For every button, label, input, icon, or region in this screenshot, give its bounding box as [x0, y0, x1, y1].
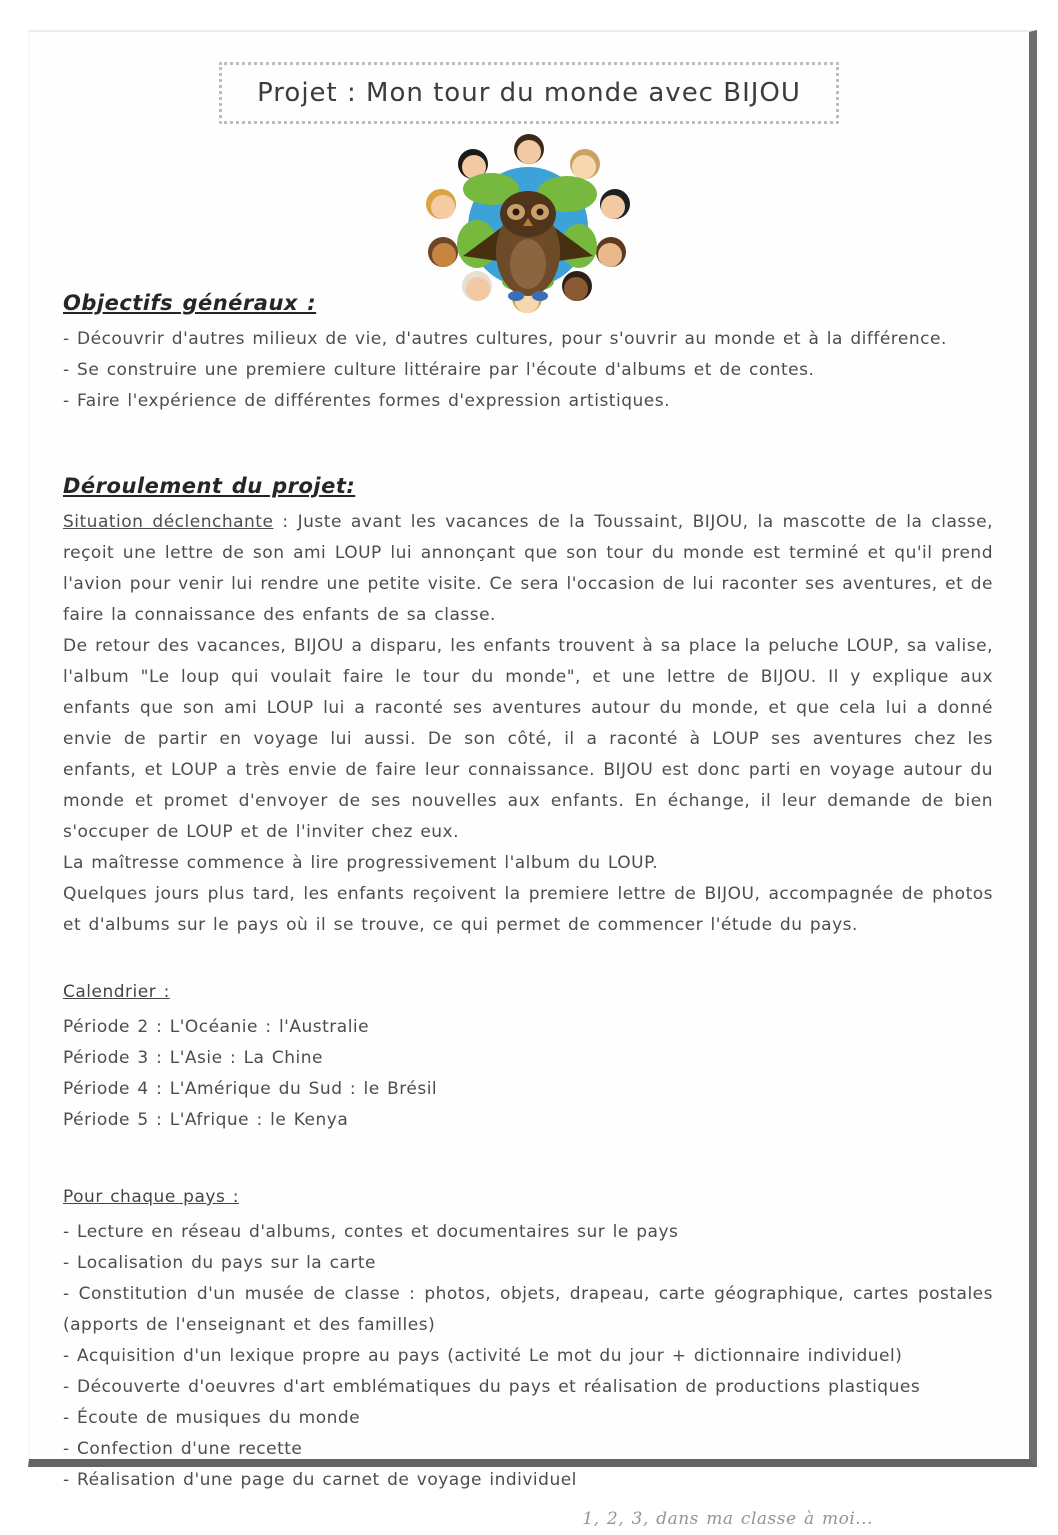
- list-item: - Acquisition d'un lexique propre au pays (activité Le mot du jour + dictionnaire individuel): [63, 1346, 903, 1366]
- list-item: - Se construire une premiere culture littéraire par l'écoute d'albums et de contes.: [63, 360, 815, 380]
- list-item: - Localisation du pays sur la carte: [63, 1253, 377, 1273]
- section-heading-pour-chaque-pays: Pour chaque pays :: [63, 1187, 239, 1207]
- list-item: - Découverte d'oeuvres d'art emblématiques du pays et réalisation de productions plastiques: [63, 1377, 921, 1397]
- page-title: Projet : Mon tour du monde avec BIJOU: [257, 78, 801, 108]
- situation-text: : Juste avant les vacances de la Toussaint, BIJOU, la mascotte de la classe, reçoit une lettre de son ami LOUP lui annonçant que son tour du monde est terminé et qu'il prend l'avion pour venir lui rendre une petite visite. Ce sera l'occasion de lui raconter ses aventures, et de faire la connaissance des enfants de sa classe.: [63, 512, 993, 625]
- list-item: - Confection d'une recette: [63, 1439, 303, 1459]
- list-item: - Réalisation d'une page du carnet de voyage individuel: [63, 1470, 577, 1490]
- list-item: - Découvrir d'autres milieux de vie, d'autres cultures, pour s'ouvrir au monde et à la différence.: [63, 329, 947, 349]
- paragraph: La maîtresse commence à lire progressivement l'album du LOUP.: [63, 853, 659, 873]
- section-heading-calendrier: Calendrier :: [63, 982, 170, 1002]
- document-page: [28, 30, 1037, 1529]
- list-item: Période 4 : L'Amérique du Sud : le Brésil: [63, 1079, 438, 1099]
- pour-chaque-pays-list: [63, 1217, 993, 1496]
- list-item: Période 5 : L'Afrique : le Kenya: [63, 1110, 349, 1130]
- paragraph-situation: [63, 507, 993, 631]
- paragraph: Quelques jours plus tard, les enfants reçoivent la premiere lettre de BIJOU, accompagnée de photos et d'albums sur le pays où il se trouve, ce qui permet de commencer l'étude du pays.: [63, 884, 993, 935]
- list-item: Période 3 : L'Asie : La Chine: [63, 1048, 323, 1068]
- document-body: [29, 32, 1029, 1535]
- list-item: Période 2 : L'Océanie : l'Australie: [63, 1017, 370, 1037]
- calendrier-list: [63, 1012, 993, 1136]
- section-heading-objectifs: Objectifs généraux :: [63, 291, 317, 315]
- paragraph: De retour des vacances, BIJOU a disparu, les enfants trouvent à sa place la peluche LOUP, sa valise, l'album "Le loup qui voulait faire le tour du monde", et une lettre de BIJOU. Il y explique aux enfants que son ami LOUP lui a raconté ses aventures autour du monde, et que cela lui a donné envie de partir en voyage lui aussi. De son côté, il a raconté à LOUP ses aventures chez les enfants, et LOUP a très envie de faire leur connaissance. BIJOU est donc parti en voyage autour du monde et promet d'envoyer de ses nouvelles aux enfants. En échange, il leur demande de bien s'occuper de LOUP et de l'inviter chez eux.: [63, 636, 993, 842]
- objectifs-list: [63, 324, 993, 417]
- list-item: - Lecture en réseau d'albums, contes et documentaires sur le pays: [63, 1222, 679, 1242]
- section-heading-deroulement: Déroulement du projet:: [63, 474, 356, 498]
- situation-label: Situation déclenchante: [63, 512, 274, 532]
- list-item: - Constitution d'un musée de classe : photos, objets, drapeau, carte géographique, cartes postales (apports de l'enseignant et des familles): [63, 1284, 993, 1335]
- blog-signature: 1, 2, 3, dans ma classe à moi...: [582, 1509, 873, 1529]
- list-item: - Faire l'expérience de différentes formes d'expression artistiques.: [63, 391, 670, 411]
- list-item: - Écoute de musiques du monde: [63, 1408, 361, 1428]
